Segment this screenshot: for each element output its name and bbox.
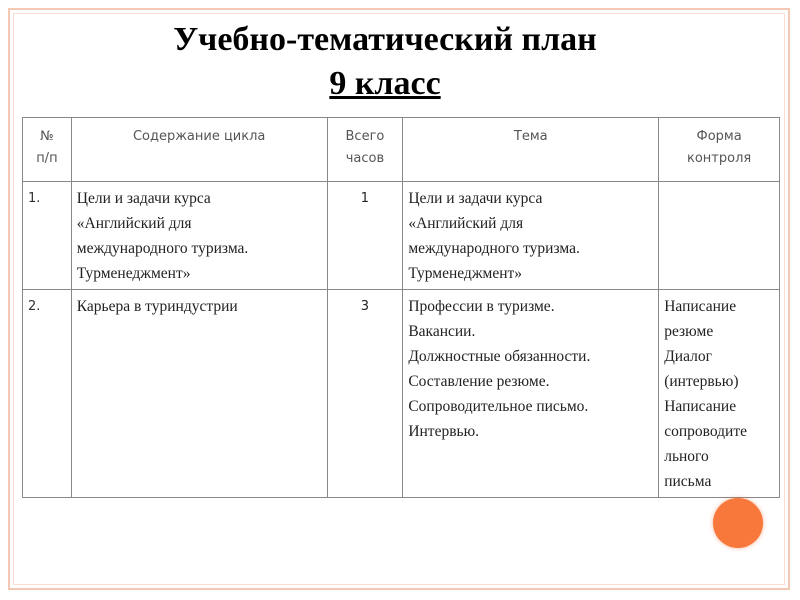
table-row [23,182,780,290]
row-2-control: Написание резюме Диалог (интервью) Написание сопроводите льного письма [659,290,780,498]
row-2-num: 2. [23,290,72,498]
row-1-hours: 1 [327,182,403,290]
decorative-orange-circle [713,498,763,548]
slide-title [0,18,770,106]
thematic-plan-table [22,117,780,498]
table-row [23,290,780,498]
title-line-2: 9 класс [329,65,441,102]
row-1-control [659,182,780,290]
row-2-hours: 3 [327,290,403,498]
row-1-content: Цели и задачи курса «Английский для международного туризма. Турменеджмент» [71,182,327,290]
header-content: Содержание цикла [71,118,327,182]
header-control: Форма контроля [659,118,780,182]
row-2-content: Карьера в туриндустрии [71,290,327,498]
header-topic: Тема [403,118,659,182]
title-line-1: Учебно-тематический план [173,21,597,58]
row-1-num: 1. [23,182,72,290]
header-num: № п/п [23,118,72,182]
row-1-topic: Цели и задачи курса «Английский для международного туризма. Турменеджмент» [403,182,659,290]
table-header-row [23,118,780,182]
row-2-topic: Профессии в туризме. Вакансии. Должностные обязанности. Составление резюме. Сопроводительное письмо. Интервью. [403,290,659,498]
header-hours: Всего часов [327,118,403,182]
